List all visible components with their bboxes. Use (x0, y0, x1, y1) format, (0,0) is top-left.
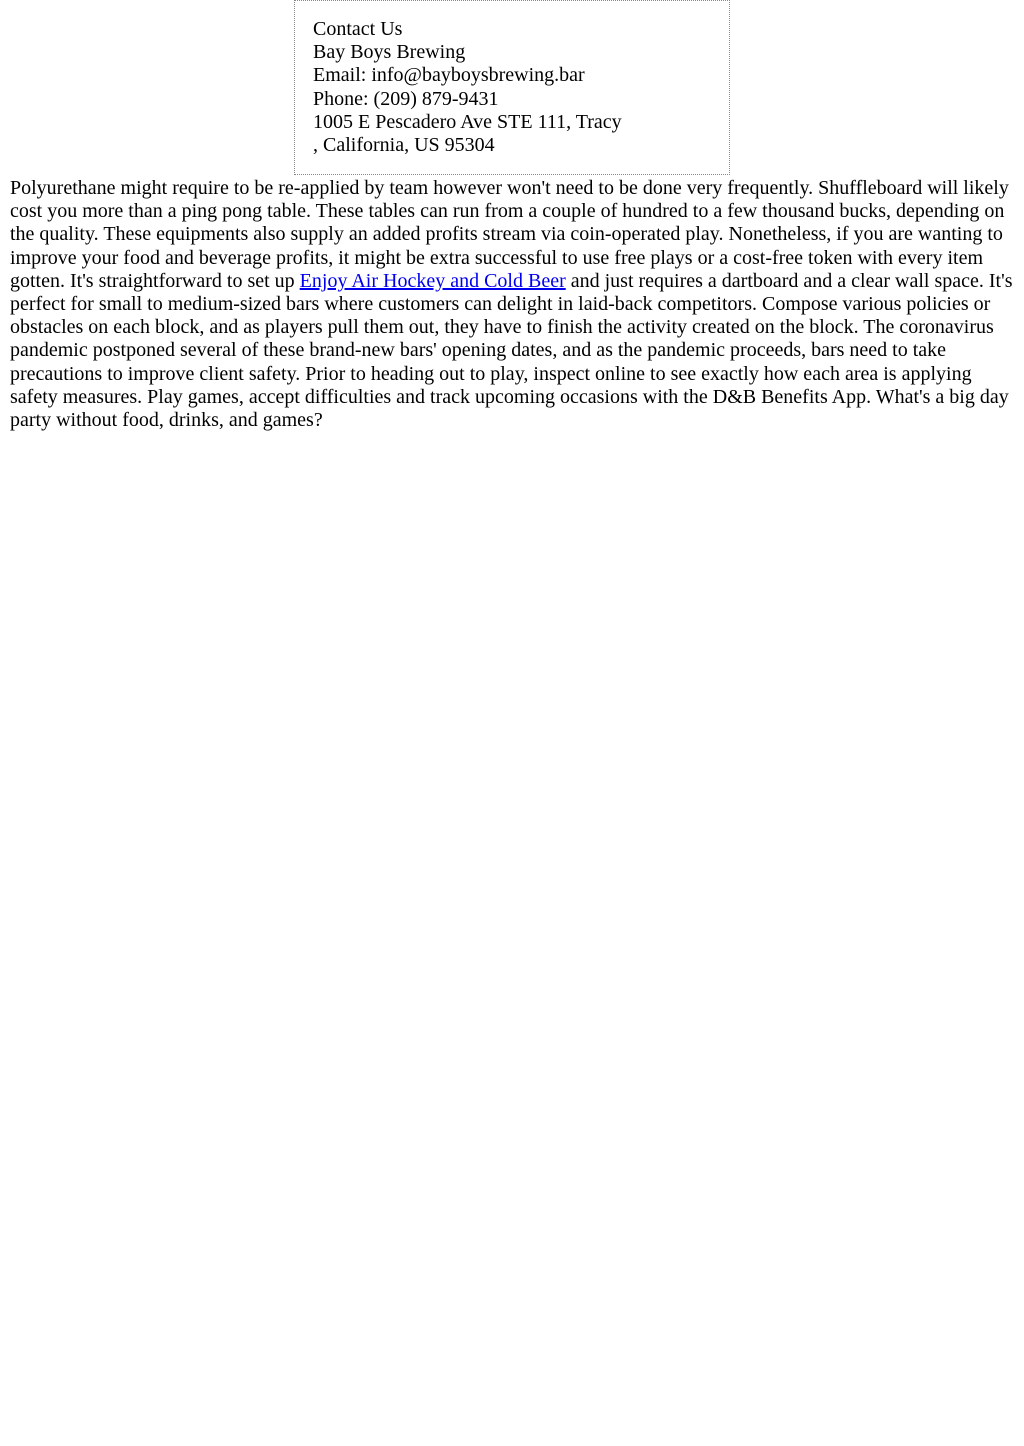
contact-box (294, 0, 730, 175)
article-text-after-link: and just requires a dartboard and a clear wall space. It's perfect for small to medium-sized bars where customers can delight in laid-back competitors. Compose various policies or obstacles on each block, and as players pull them out, they have to finish the activity created on the block. The coronavirus pandemic postponed several of these brand-new bars' opening dates, and as the pandemic proceeds, bars need to take precautions to improve client safety. Prior to heading out to play, inspect online to see exactly how each area is applying safety measures. Play games, accept difficulties and track upcoming occasions with the D&B Benefits App. What's a big day party without food, drinks, and games? (10, 269, 1013, 432)
contact-address-line1: 1005 E Pescadero Ave STE 111, Tracy (313, 110, 622, 133)
contact-heading: Contact Us (313, 18, 403, 40)
article-text-before-link: Polyurethane might require to be re-applied by team however won't need to be done very frequently. Shuffleboard will likely cost you more than a ping pong table. These tables can run from a couple of hundred to a few thousand bucks, depending on the quality. These equipments also supply an added profits stream via coin-operated play. Nonetheless, if you are wanting to improve your food and beverage profits, it might be extra successful to use free plays or a cost-free token with every item gotten. It's straightforward to set up (10, 177, 1009, 292)
contact-email: Email: info@bayboysbrewing.bar (313, 64, 585, 87)
air-hockey-link[interactable]: Enjoy Air Hockey and Cold Beer (299, 269, 566, 292)
article-paragraph (10, 177, 1014, 432)
contact-address-line2: , California, US 95304 (313, 134, 495, 157)
business-name: Bay Boys Brewing (313, 41, 466, 64)
contact-phone: Phone: (209) 879-9431 (313, 87, 499, 110)
